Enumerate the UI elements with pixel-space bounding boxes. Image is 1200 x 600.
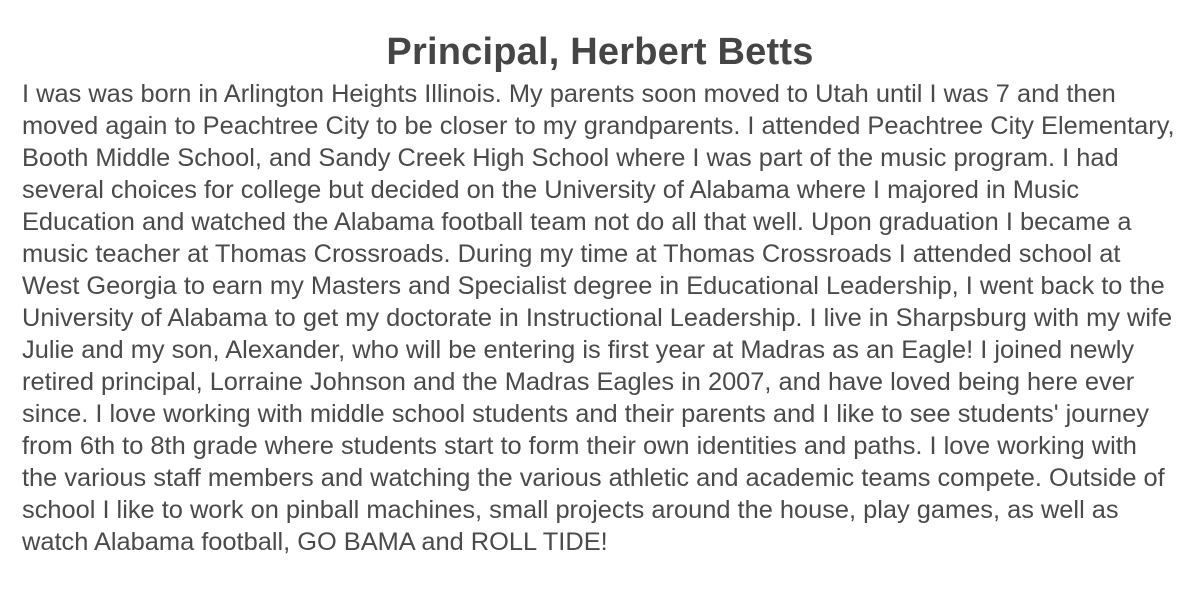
bio-paragraph: I was was born in Arlington Heights Illinois. My parents soon moved to Utah until I was 7 and then moved again to Peachtree City to be closer to my grandparents. I attended Peachtree City Elementary, Booth Middle School, and Sandy Creek High School where I was part of the music program. I had several choices for college but decided on the University of Alabama where I majored in Music Education and watched the Alabama football team not do all that well. Upon graduation I became a music teacher at Thomas Crossroads. During my time at Thomas Crossroads I attended school at West Georgia to earn my Masters and Specialist degree in Educational Leadership, I went back to the University of Alabama to get my doctorate in Instructional Leadership. I live in Sharpsburg with my wife Julie and my son, Alexander, who will be entering is first year at Madras as an Eagle! I joined newly retired principal, Lorraine Johnson and the Madras Eagles in 2007, and have loved being here ever since. I love working with middle school students and their parents and I like to see students' journey from 6th to 8th grade where students start to form their own identities and paths. I love working with the various staff members and watching the various athletic and academic teams compete. Outside of school I like to work on pinball machines, small projects around the house, play games, as well as watch Alabama football, GO BAMA and ROLL TIDE! (22, 80, 1175, 556)
page-title: Principal, Herbert Betts (386, 31, 814, 73)
